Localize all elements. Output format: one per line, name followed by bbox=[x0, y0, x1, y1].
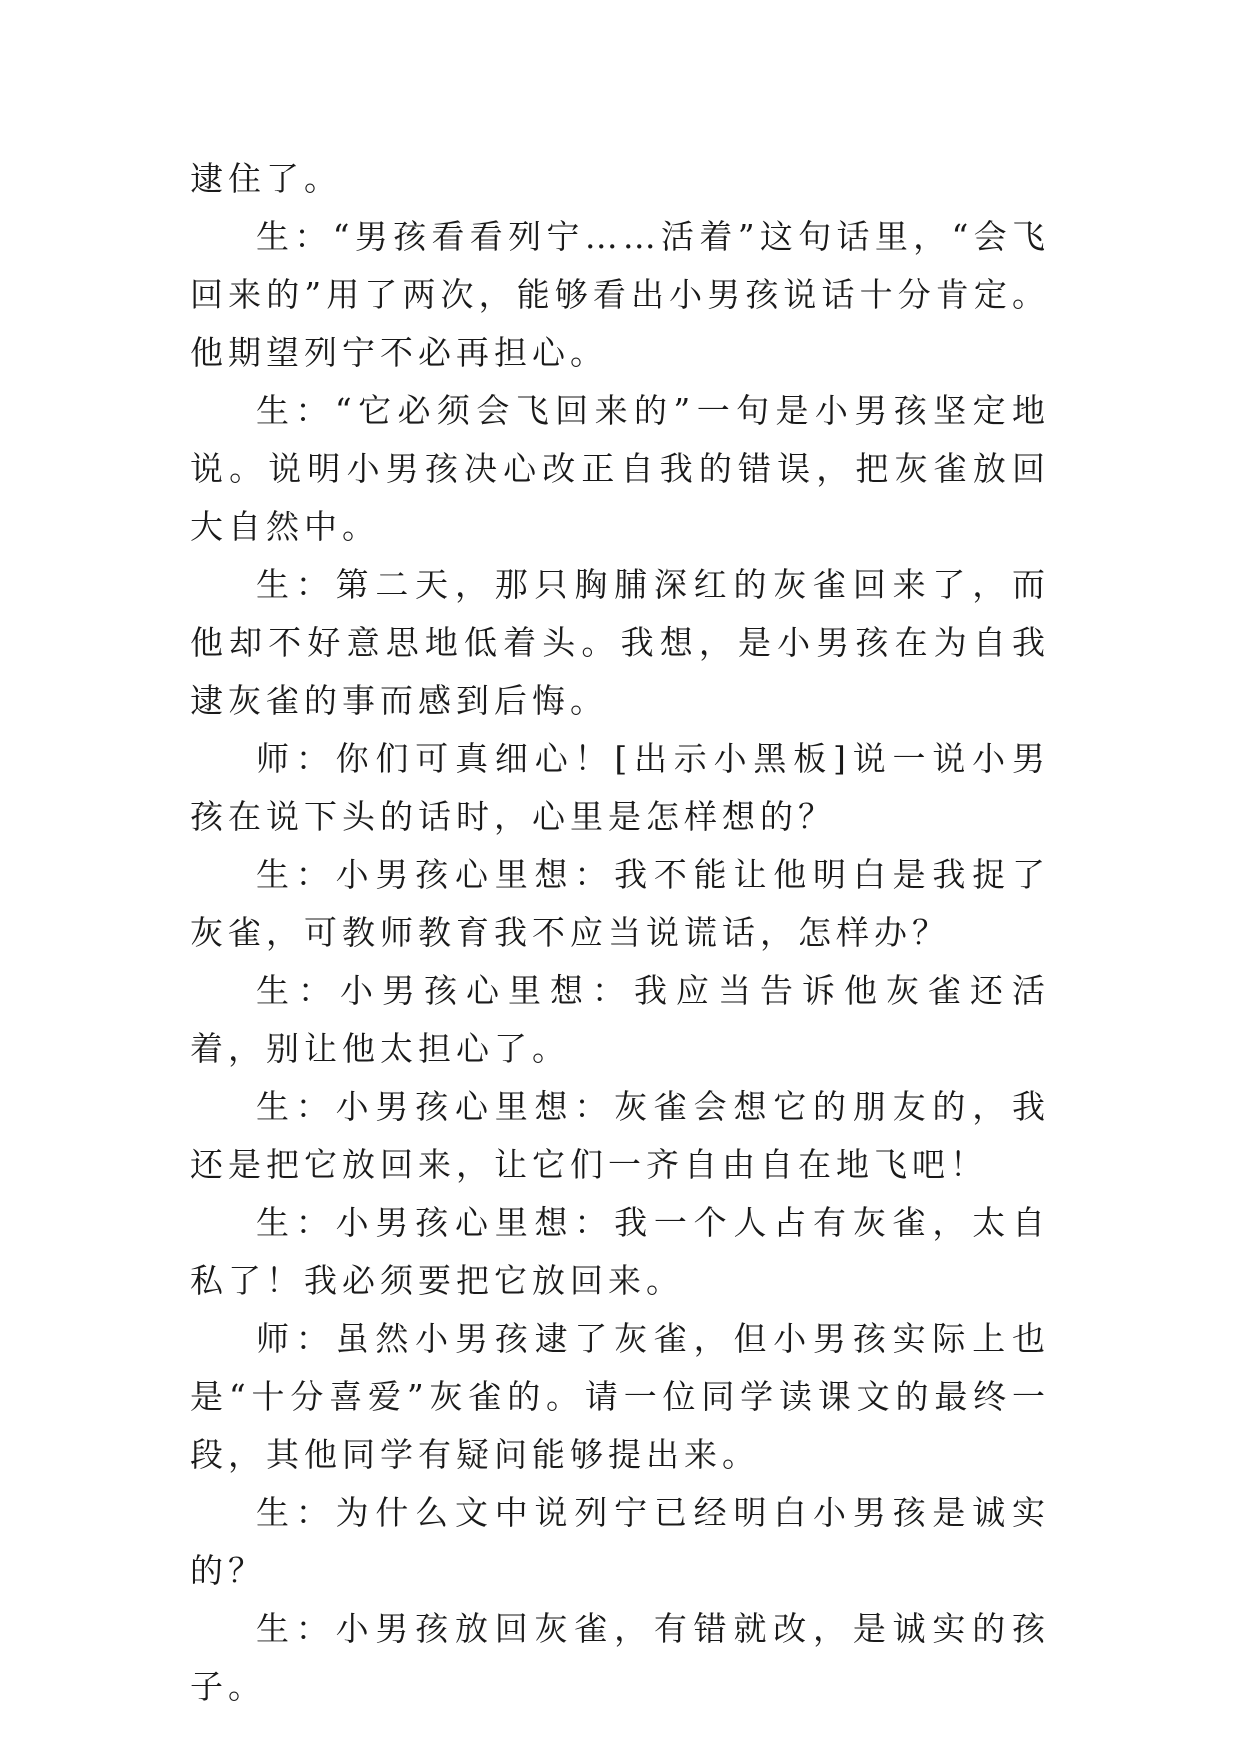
paragraph: 生：小男孩心里想：我应当告诉他灰雀还活着，别让他太担心了。 bbox=[190, 971, 1050, 1068]
paragraph: 逮住了。 bbox=[190, 159, 342, 198]
paragraph: 生：第二天，那只胸脯深红的灰雀回来了，而他却不好意思地低着头。我想，是小男孩在为自我逮灰雀的事而感到后悔。 bbox=[190, 565, 1050, 720]
paragraph: 生：小男孩放回灰雀，有错就改，是诚实的孩子。 bbox=[190, 1609, 1050, 1706]
paragraph: 生：“它必须会飞回来的”一句是小男孩坚定地说。说明小男孩决心改正自我的错误，把灰雀放回大自然中。 bbox=[190, 391, 1050, 546]
paragraph: 生：小男孩心里想：灰雀会想它的朋友的，我还是把它放回来，让它们一齐自由自在地飞吧！ bbox=[190, 1087, 1050, 1184]
paragraph: 师：虽然小男孩逮了灰雀，但小男孩实际上也是“十分喜爱”灰雀的。请一位同学读课文的最终一段，其他同学有疑问能够提出来。 bbox=[190, 1319, 1050, 1474]
paragraph: 生：小男孩心里想：我一个人占有灰雀，太自私了！我必须要把它放回来。 bbox=[190, 1203, 1050, 1300]
document-body bbox=[190, 150, 1050, 1716]
paragraph: 生：小男孩心里想：我不能让他明白是我捉了灰雀，可教师教育我不应当说谎话，怎样办？ bbox=[190, 855, 1050, 952]
paragraph: 师：你们可真细心！[出示小黑板]说一说小男孩在说下头的话时，心里是怎样想的？ bbox=[190, 739, 1050, 836]
paragraph: 生：“男孩看看列宁……活着”这句话里，“会飞回来的”用了两次，能够看出小男孩说话十分肯定。他期望列宁不必再担心。 bbox=[190, 217, 1050, 372]
paragraph: 生：为什么文中说列宁已经明白小男孩是诚实的？ bbox=[190, 1493, 1050, 1590]
